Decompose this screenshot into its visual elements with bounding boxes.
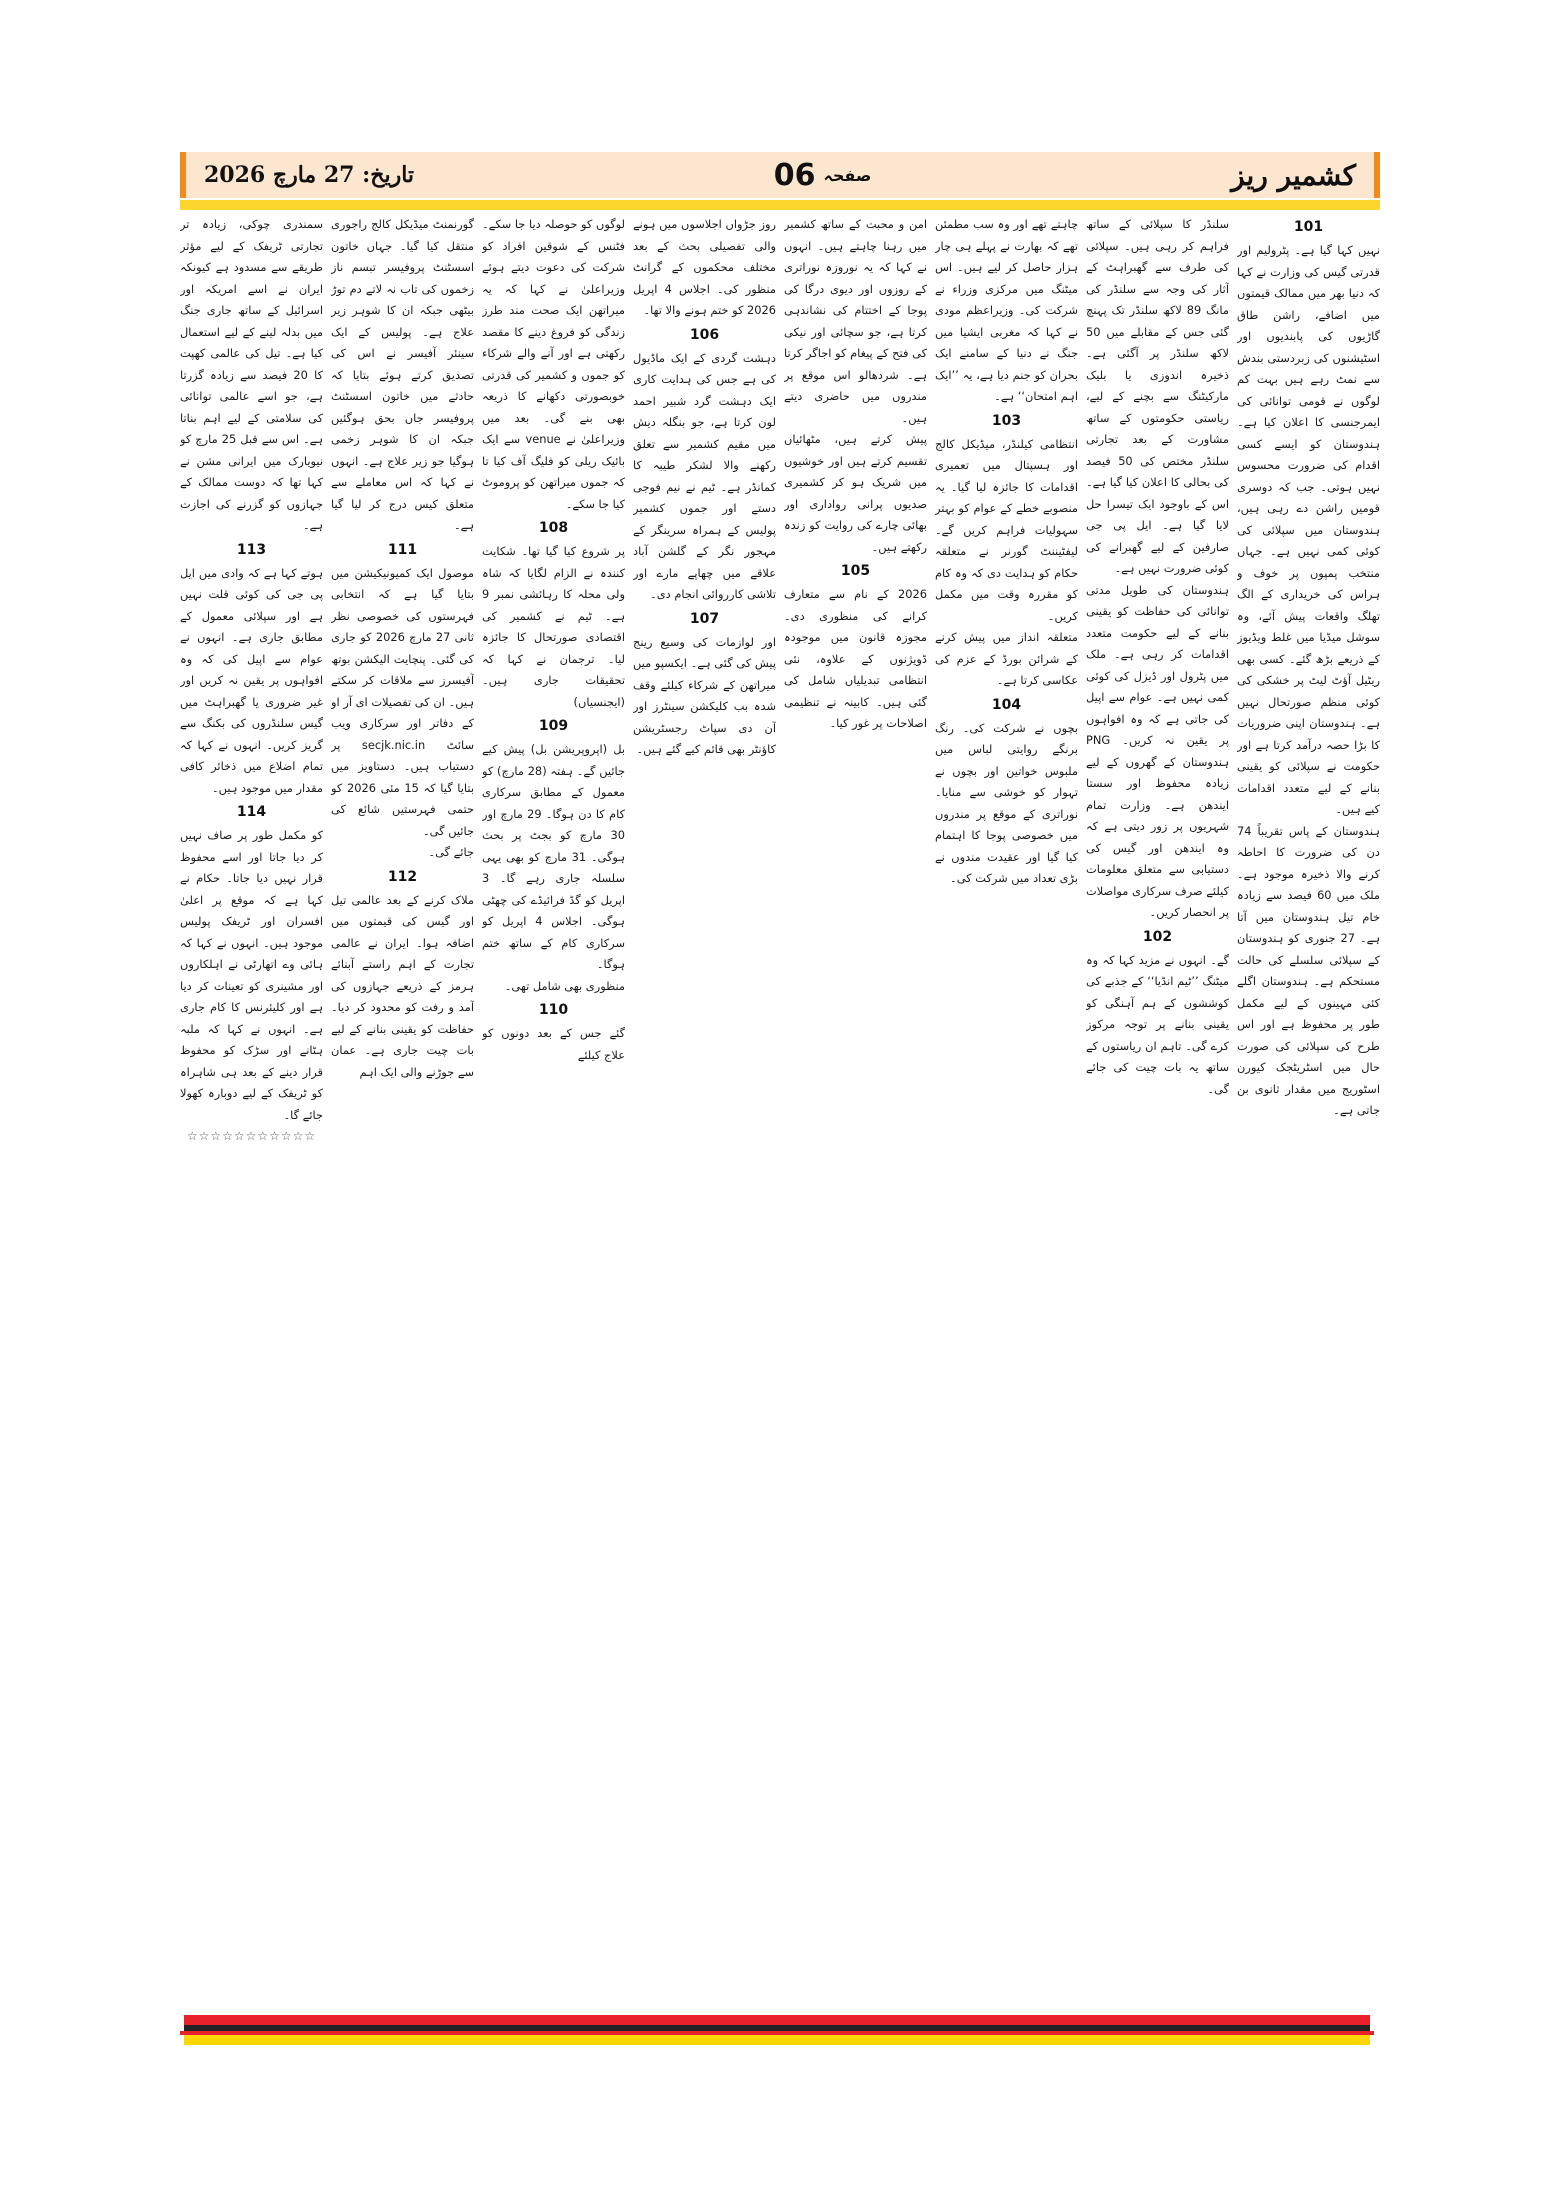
story-paragraph: بچوں نے شرکت کی۔ رنگ برنگے روایتی لباس میں ملبوس خواتین اور بچوں نے تہوار کو خوشی سے منایا۔ نوراتری کے موقع پر مندروں میں خصوصی پوجا کا اہتمام کیا گیا اور عقیدت مندوں نے بڑی تعداد میں شرکت کی۔ (935, 720, 1078, 885)
issue-date: تاریخ: 27 مارچ 2026 (204, 162, 415, 188)
story-number: 113 (236, 541, 267, 558)
story-paragraph: موصول ایک کمیونیکیشن میں بتایا گیا ہے کہ انتخابی فہرستوں کی خصوصی نظر ثانی 27 مارچ 2026 کو جاری کی گئی۔ پنچایت الیکشن بوتھ آفیسرز سے ملاقات کر سکتے ہیں۔ ان کی تفصیلات ای آر او کے دفاتر اور سرکاری ویب سائٹ secjk.nic.in پر دستیاب ہیں۔ دستاویز میں بتایا گیا کہ 15 مئی 2026 کو حتمی فہرستیں شائع کی جائیں گی۔ (331, 565, 474, 838)
story-paragraph: چاہتے تھے اور وہ سب مطمئن تھے کہ بھارت نے پہلے ہی چار ہزار حاصل کر لیے ہیں۔ اس میٹنگ میں مرکزی وزراء نے شرکت کی۔ وزیراعظم مودی نے کہا کہ مغربی ایشیا میں جنگ نے دنیا کے سامنے ایک بحران کو جنم دیا ہے، یہ ’’ایک اہم امتحان‘‘ ہے۔ (935, 217, 1078, 403)
footer-bar-yellow (184, 2035, 1370, 2045)
story-number: 106 (689, 326, 720, 343)
story-number: 114 (236, 804, 267, 820)
news-column (784, 214, 927, 1996)
news-column (180, 214, 323, 1996)
news-column (331, 214, 474, 1996)
story-paragraph: ہندوستان کے پاس تقریباً 74 دن کی ضرورت کا احاطہ کرنے والا ذخیرہ موجود ہے۔ ملک میں 60 فیصد سے زیادہ خام تیل ہندوستان میں آتا ہے۔ 27 جنوری کو ہندوستان کے سپلائی سلسلے کی حالت مستحکم ہے۔ ہندوستان اگلے کئی مہینوں کے لیے مکمل طور پر محفوظ ہے اور اس طرح کی سپلائی کی صورت حال میں اسٹریٹجک کیورن اسٹوریج میں مقدار ثانوی بن جاتی ہے۔ (1237, 823, 1380, 1117)
story-paragraph: روز جڑواں اجلاسوں میں ہونے والی تفصیلی بحث کے بعد مختلف محکموں کے گرانٹ منظور کی۔ اجلاس 4 اپریل 2026 کو ختم ہونے والا تھا۔ (633, 217, 776, 317)
story-paragraph: گے۔ انہوں نے مزید کہا کہ وہ میٹنگ ’’ٹیم انڈیا‘‘ کے جذبے کی کوششوں کے ہم آہنگی کو یقینی بنانے پر توجہ مرکوز کرے گی۔ تاہم ان ریاستوں کے ساتھ یہ بات چیت کی جائے گی۔ (1086, 952, 1229, 1096)
page-number-block (774, 158, 872, 193)
story-paragraph: ہندوستان کی طویل مدتی توانائی کی حفاظت کو یقینی بنانے کے لیے حکومت متعدد اقدامات کر رہی ہے۔ ملک میں پٹرول اور ڈیزل کی کوئی کمی نہیں ہے۔ عوام سے اپیل کی جاتی ہے کہ وہ افواہوں پر یقین نہ کریں۔ PNG ہندوستان کے گھروں کے لیے زیادہ محفوظ اور سستا ایندھن ہے۔ وزارت تمام شہریوں پر زور دیتی ہے کہ وہ ایندھن اور گیس کی دستیابی سے متعلق معلومات کیلئے صرف سرکاری مواصلات پر انحصار کریں۔ (1086, 582, 1229, 919)
story-paragraph: بل (اپروپریشن بل) پیش کیے جائیں گے۔ ہفتہ (28 مارچ) کو معمول کے مطابق سرکاری کام کا دن ہوگا۔ 29 مارچ اور 30 مارچ کو بجٹ پر بحث ہوگی۔ 31 مارچ کو بھی یہی سلسلہ جاری رہے گا۔ 3 اپریل کو گڈ فرائیڈے کی چھٹی ہوگی۔ اجلاس 4 اپریل کو سرکاری کام کے ساتھ ختم ہوگا۔ (482, 742, 625, 971)
footer-bar-red (184, 2015, 1370, 2025)
story-paragraph: پیش کرتے ہیں، مٹھائیاں تقسیم کرتے ہیں اور خوشیوں میں شریک ہو کر کشمیری صدیوں پرانی رواداری اور بھائی چارے کی روایت کو زندہ رکھتے ہیں۔ (784, 432, 927, 554)
story-paragraph: ہوتے کہا ہے کہ وادی میں ایل پی جی کی کوئی قلت نہیں ہے اور سپلائی معمول کے مطابق جاری ہے۔ انہوں نے عوام سے اپیل کی کہ وہ افواہوں پر یقین نہ کریں اور غیر ضروری یا گھبراہٹ میں گیس سلنڈروں کی بکنگ سے گریز کریں۔ انہوں نے کہا کہ تمام اضلاع میں ذخائر کافی مقدار میں موجود ہیں۔ (180, 565, 323, 795)
page-number: 06 (773, 157, 816, 193)
story-number: 108 (538, 520, 569, 536)
masthead-brand: کشمیر ریز (1231, 158, 1356, 192)
story-paragraph: جائے گی۔ (428, 845, 474, 859)
page-label: صفحہ (823, 165, 872, 185)
story-paragraph: ملاک کرنے کے بعد عالمی تیل اور گیس کی قیمتوں میں اضافہ ہوا۔ ایران نے عالمی تجارت کے اہم راستے آبنائے ہرمز کے ذریعے جہازوں کی آمد و رفت کو محدود کر دیا۔ حفاظت کو یقینی بنانے کے لیے بات چیت جاری ہے۔ عمان سے جوڑنے والی ایک اہم (331, 892, 474, 1079)
story-number: 111 (387, 541, 418, 558)
story-paragraph: گئے جس کے بعد دونوں کو علاج کیلئے (482, 1026, 625, 1062)
story-number: 107 (689, 610, 720, 627)
story-paragraph: کو مکمل طور پر صاف نہیں کر دیا جاتا اور اسے محفوظ قرار نہیں دیا جاتا۔ حکام نے کہا ہے کہ موقع پر اعلیٰ افسران اور ٹریفک پولیس موجود ہیں۔ انہوں نے کہا کہ ہائی وے اتھارٹی نے اہلکاروں اور مشینری کو تعینات کر دیا ہے اور کلیئرنس کا کام جاری ہے۔ انہوں نے کہا کہ ملبہ ہٹانے اور سڑک کو محفوظ قرار دینے کے بعد ہی شاہراہ کو ٹریفک کے لیے دوبارہ کھولا جائے گا۔ (180, 828, 323, 1122)
page-header (180, 152, 1380, 198)
story-paragraph: 2026 کے نام سے متعارف کرانے کی منظوری دی۔ مجوزہ قانون میں موجودہ ڈویژنوں کے علاوہ، نئی انتظامی تبدیلیاں شامل کی گئی ہیں۔ کابینہ نے تنظیمی اصلاحات پر غور کیا۔ (784, 587, 927, 730)
story-paragraph: نہیں کہا گیا ہے۔ پٹرولیم اور قدرتی گیس کی وزارت نے کہا کہ دنیا بھر میں ممالک قیمتوں میں اضافے، راشن طاق گاڑیوں کی پابندیوں اور اسٹیشنوں کی زبردستی بندش سے نمٹ رہے ہیں بہت کم لوگوں نے قومی توانائی کی ایمرجنسی کا اعلان کیا ہے۔ ہندوستان کو ایسے کسی اقدام کی ضرورت محسوس نہیں ہوتی۔ جب کہ دوسری قومیں راشن دے رہی ہیں، ہندوستان میں سپلائی کی کوئی کمی نہیں ہے۔ جہاں منتخب پمپوں پر خوف و ہراس کی خریداری کے الگ تھلگ واقعات پیش آئے، وہ سوشل میڈیا میں غلط ویڈیوز کے ذریعے بڑھ گئے۔ کسی بھی ریٹیل آؤٹ لیٹ پر خشکی کی کوئی منظم صورتحال نہیں ہے۔ ہندوستان اپنی ضروریات کا بڑا حصہ درآمد کرتا ہے اور حکومت نے سپلائی کو یقینی بنانے کے لیے متعدد اقدامات کیے ہیں۔ (1237, 243, 1380, 816)
story-number: 110 (538, 1002, 569, 1018)
story-paragraph: انتظامی کیلنڈر، میڈیکل کالج اور ہسپتال میں تعمیری اقدامات کا جائزہ لیا گیا۔ یہ منصوبے خطے کے عوام کو بہتر سہولیات فراہم کریں گے۔ لیفٹیننٹ گورنر نے متعلقہ حکام کو ہدایت دی کہ وہ کام کو مقررہ وقت میں مکمل کریں۔ (935, 436, 1078, 623)
story-paragraph: گورنمنٹ میڈیکل کالج راجوری منتقل کیا گیا۔ جہاں خاتون اسسٹنٹ پروفیسر تبسم ناز زخموں کی تاب نہ لاتے دم توڑ بیٹھی جبکہ ان کا شوہر زیر علاج ہے۔ پولیس کے ایک سینئر آفیسر نے اس کی تصدیق کرتے ہوئے بتایا کہ حادثے میں خاتون اسسٹنٹ پروفیسر جاں بحق ہوگئیں جبکہ ان کا شوہر زخمی ہوگیا جو زیر علاج ہے۔ انہوں نے کہا کہ اس معاملے سے متعلق کیس درج کر لیا گیا ہے۔ (331, 217, 474, 532)
story-paragraph: لوگوں کو حوصلہ دیا جا سکے۔ فٹنس کے شوقین افراد کو شرکت کی دعوت دیتے ہوئے وزیراعلیٰ نے کہا کہ یہ میراتھن ایک صحت مند طرز زندگی کو فروغ دینے کا مقصد رکھتی ہے اور آنے والے شرکاء کو جموں و کشمیر کی قدرتی خوبصورتی دکھانے کا ذریعہ بھی بنے گی۔ بعد میں وزیراعلیٰ نے venue سے ایک بائیک ریلی کو فلیگ آف کیا تا کہ جموں میراتھن کو پروموٹ کیا جا سکے۔ (482, 217, 625, 511)
news-column (1086, 214, 1229, 1996)
news-column (633, 214, 776, 1996)
story-number: 103 (991, 412, 1022, 429)
story-number: 104 (991, 696, 1022, 713)
article-columns (180, 214, 1380, 1996)
story-number: 105 (840, 563, 871, 579)
story-number: 101 (1293, 219, 1324, 235)
news-column (935, 214, 1078, 1996)
story-paragraph: دہشت گردی کے ایک ماڈیول کی ہے جس کی ہدایت کاری ایک دہشت گرد شبیر احمد لون کرتا ہے، جو بنگلہ دیش میں مقیم کشمیر سے تعلق رکھنے والا لشکر طیبہ کا کمانڈر ہے۔ ٹیم نے نیم فوجی دستے اور جموں کشمیر پولیس کے ہمراہ سرینگر کے مہجور نگر کے گلشن آباد علاقے میں چھاپے مارے اور تلاشی کارروائی انجام دی۔ (633, 350, 776, 601)
story-paragraph: منظوری بھی شامل تھی۔ (504, 978, 625, 993)
header-rule (180, 200, 1380, 210)
story-number: 109 (538, 718, 569, 734)
story-number: 102 (1142, 928, 1173, 945)
story-number: 112 (387, 868, 418, 885)
story-paragraph: پر شروع کیا گیا تھا۔ شکایت کنندہ نے الزام لگایا کہ شاہ ولی محلہ کا رہائشی نمبر 9 ہے۔ ٹیم نے کشمیر کی اقتصادی صورتحال کا جائزہ لیا۔ ترجمان نے کہا کہ تحقیقات جاری ہیں۔ (ایجنسیاں) (482, 544, 625, 709)
end-stars-divider: ☆☆☆☆☆☆☆☆☆☆☆ (186, 1129, 317, 1143)
story-paragraph: متعلقہ انداز میں پیش کرنے کے شرائن بورڈ کے عزم کی عکاسی کرتا ہے۔ (935, 630, 1078, 687)
story-paragraph: سلنڈر کا سپلائی کے ساتھ فراہم کر رہی ہیں۔ سپلائی کی طرف سے گھبراہٹ کے آثار کی وجہ سے سلنڈر کی مانگ 89 لاکھ سلنڈر تک پہنچ گئی جس کے مقابلے میں 50 لاکھ سلنڈر پر آگئی ہے۔ ذخیرہ اندوزی یا بلیک مارکیٹنگ سے بچنے کے لیے، ریاستی حکومتوں کے ساتھ مشاورت کے بعد تجارتی سلنڈر مختص کی 50 فیصد کی بحالی کا اعلان کیا گیا ہے۔ اس کے باوجود ایک تیسرا حل لایا گیا ہے۔ ایل پی جی صارفین کے لیے گھبرانے کی کوئی ضرورت نہیں ہے۔ (1086, 217, 1229, 575)
story-paragraph: امن و محبت کے ساتھ کشمیر میں رہنا چاہتے ہیں۔ انہوں نے کہا کہ یہ نوروزہ نوراتری کے روزوں اور دیوی درگا کی پوجا کے اختتام کی نشاندہی کرتا ہے، جو سچائی اور نیکی کی فتح کے پیغام کو اجاگر کرتا ہے۔ شردھالو اس موقع پر مندروں میں حاضری دیتے ہیں۔ (784, 217, 927, 425)
news-column (1237, 214, 1380, 1996)
news-column (482, 214, 625, 1996)
story-paragraph: اور لوازمات کی وسیع رینج پیش کی گئی ہے۔ ایکسپو میں میراتھن کے شرکاء کیلئے وقف شدہ بب کلیکشن سینٹرز اور آن دی سپاٹ رجسٹریشن کاؤنٹر بھی قائم کیے گئے ہیں۔ (633, 634, 776, 756)
story-paragraph: سمندری چوکی، زیادہ تر تجارتی ٹریفک کے لیے مؤثر طریقے سے مسدود ہے کیونکہ ایران نے اسے امریکہ اور اسرائیل کے ساتھ جاری جنگ میں بدلہ لینے کے لیے استعمال کیا ہے۔ تیل کی عالمی کھپت کا 20 فیصد سے زیادہ گزرتا ہے، جو اسے عالمی توانائی کی سلامتی کے لیے اہم بناتا ہے۔ اس سے قبل 25 مارچ کو نیویارک میں ایرانی مشن نے کہا تھا کہ دوست ممالک کے جہازوں کو گزرنے کی اجازت ہے۔ (180, 217, 323, 532)
